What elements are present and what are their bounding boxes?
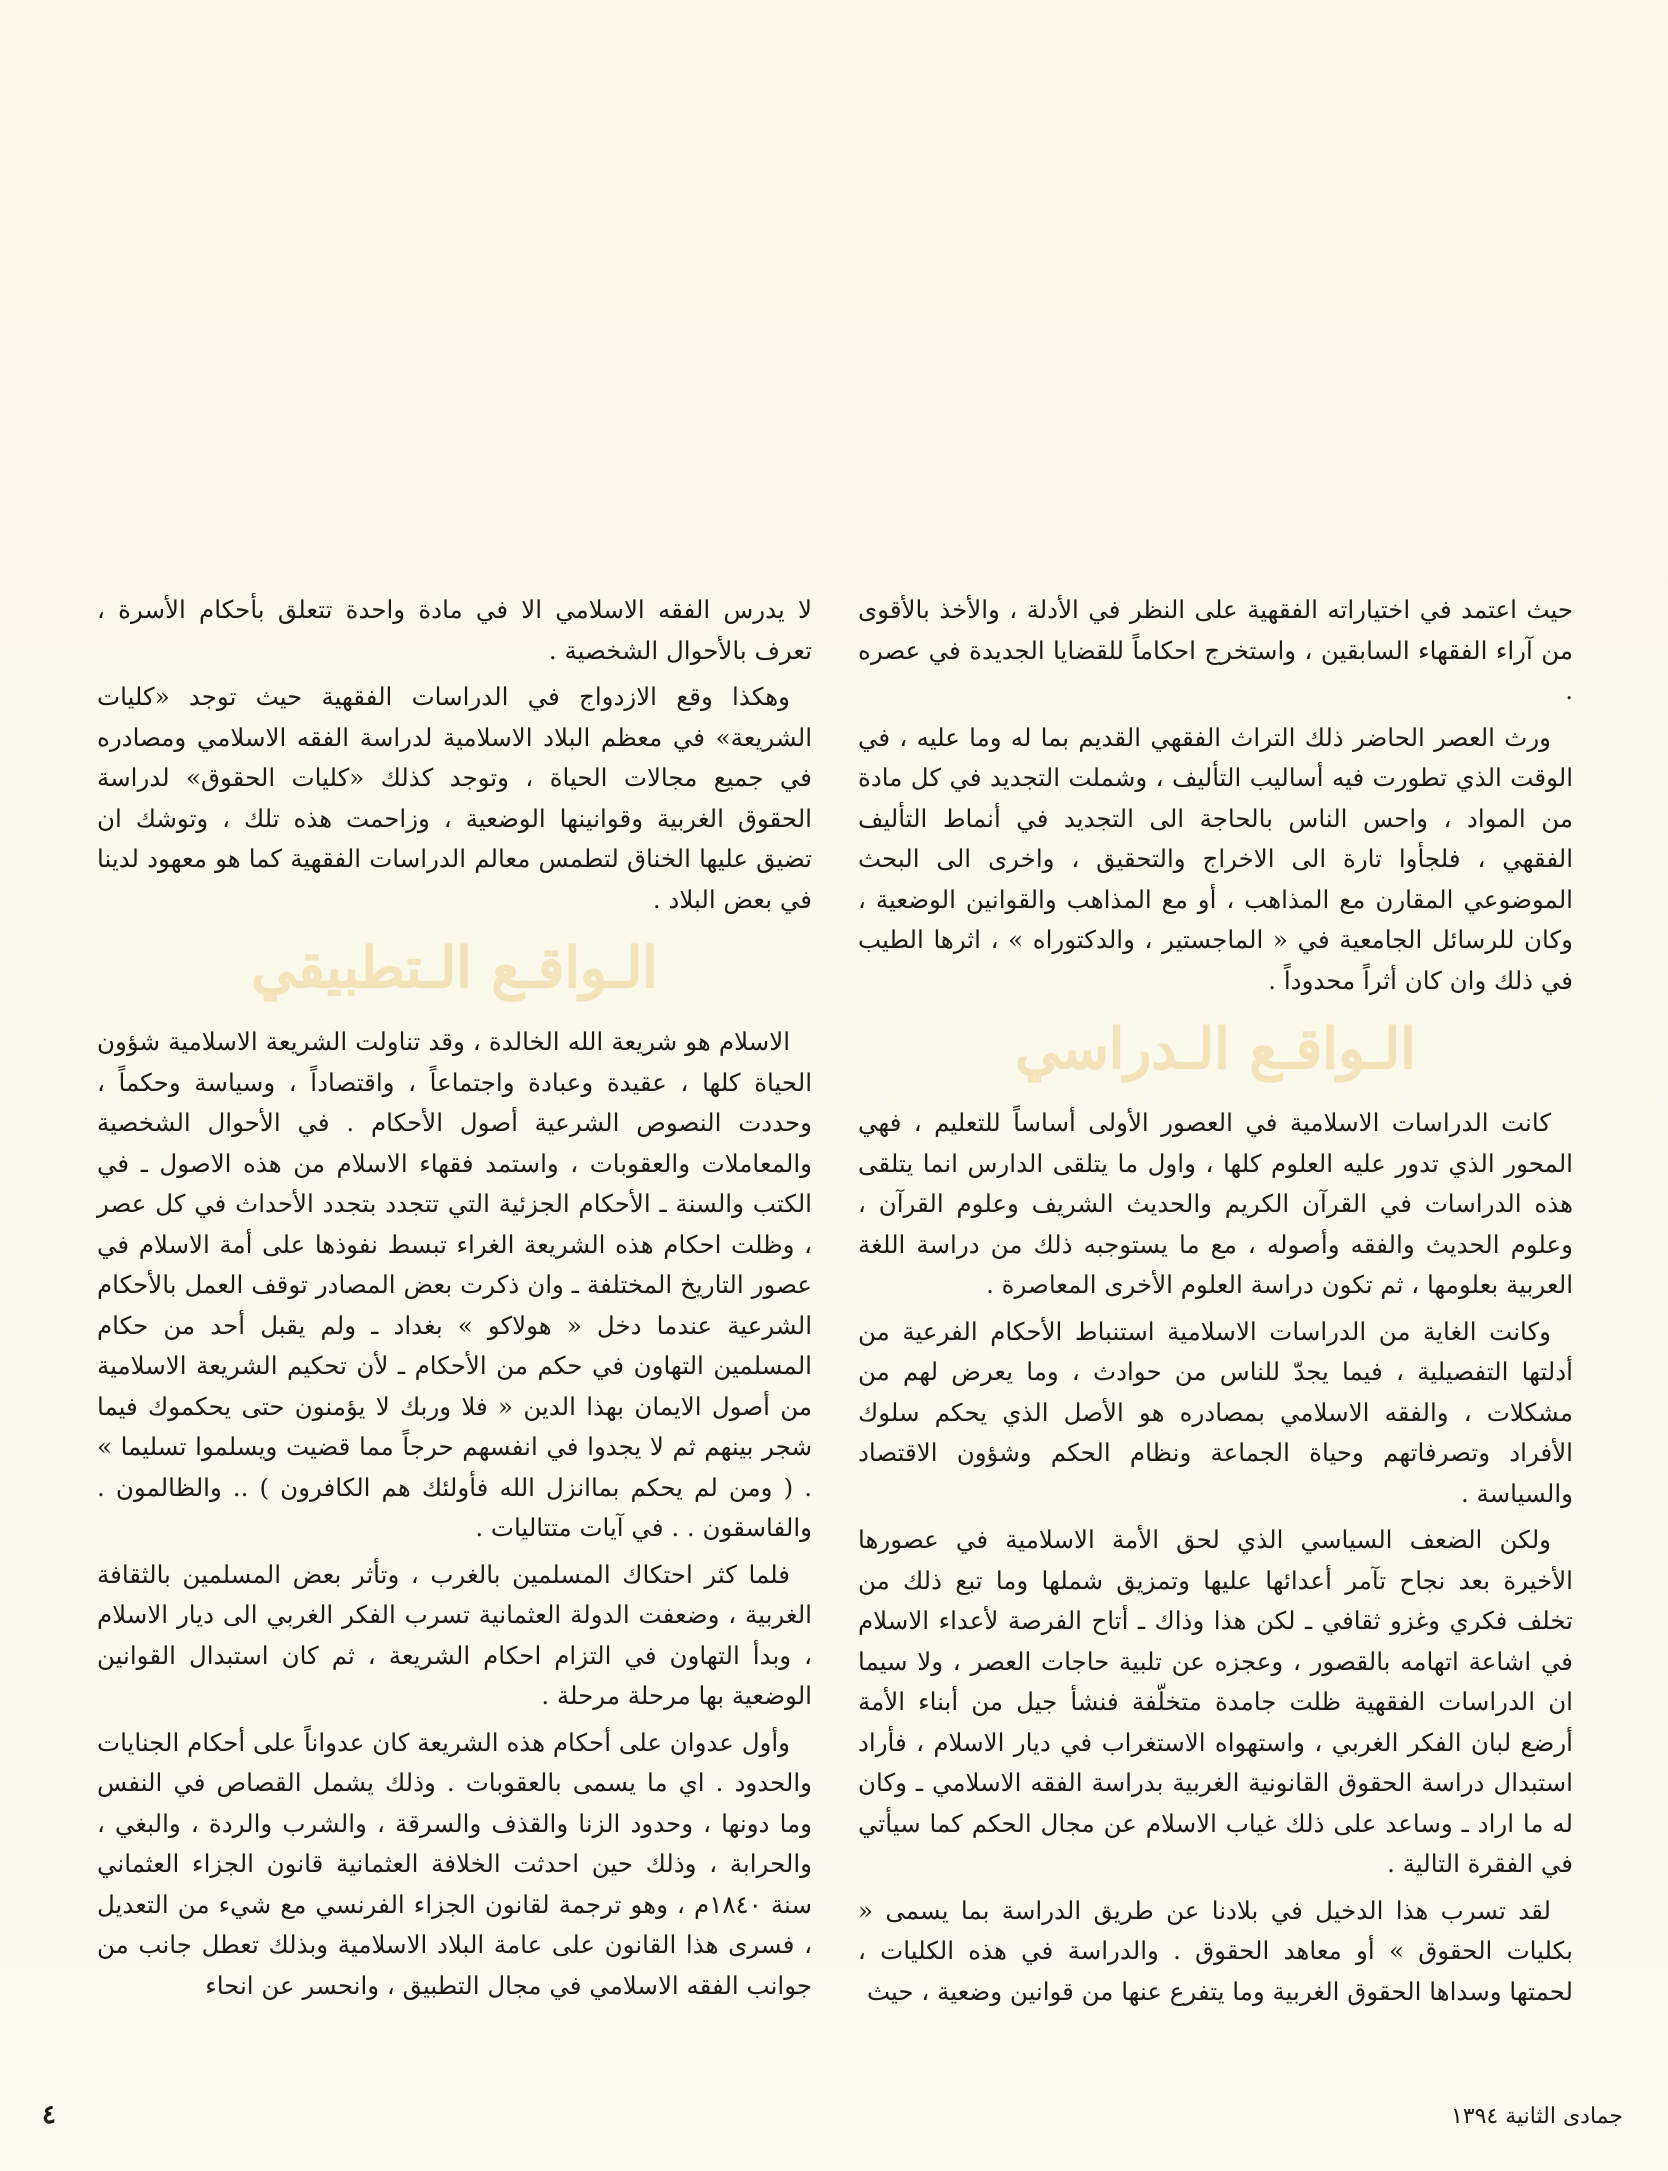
paragraph: لقد تسرب هذا الدخيل في بلادنا عن طريق الدراسة بما يسمى « بكليات الحقوق » أو معاهد الحقوق . والدراسة في هذه الكليات ، لحمتها وسداها الحقوق الغربية وما يتفرع عنها من قوانين وضعية ، حيث bbox=[858, 1895, 1573, 2006]
paragraph: وهكذا وقع الازدواج في الدراسات الفقهية حيث توجد «كليات الشريعة» في معظم البلاد الاسلامية لدراسة الفقه الاسلامي ومصادره في جميع مجالات الحياة ، وتوجد كذلك «كليات الحقوق» لدراسة الحقوق الغربية وقوانينها الوضعية ، وزاحمت هذه تلك ، وتوشك ان تضيق عليها الخناق لتطمس معالم الدراسات الفقهية كما هو معهود لدينا في بعض البلاد . bbox=[97, 682, 812, 914]
paragraph: كانت الدراسات الاسلامية في العصور الأولى أساساً للتعليم ، فهي المحور الذي تدور عليه العلوم كلها ، واول ما يتلقى الدارس انما يتلقى هذه الدراسات في القرآن الكريم والحديث الشريف وعلوم القرآن ، وعلوم الحديث والفقه وأصوله ، مع ما يستوجبه ذلك من دراسة اللغة العربية بعلومها ، ثم تكون دراسة العلوم الأخرى المعاصرة . bbox=[858, 1108, 1573, 1299]
page-number: ٤ bbox=[42, 2100, 56, 2130]
paragraph: الاسلام هو شريعة الله الخالدة ، وقد تناولت الشريعة الاسلامية شؤون الحياة كلها ، عقيدة وعبادة واجتماعاً ، واقتصاداً ، وسياسة وحكماً ، وحددت النصوص الشرعية أصول الأحكام . في الأحوال الشخصية والمعاملات والعقوبات ، واستمد فقهاء الاسلام من هذه الاصول ـ في الكتب والسنة ـ الأحكام الجزئية التي تتجدد بتجدد الأحداث في كل عصر ، وظلت احكام هذه الشريعة الغراء تبسط نفوذها على أمة الاسلام في عصور التاريخ المختلفة ـ وان ذكرت بعض المصادر توقف العمل بالأحكام الشرعية عندما دخل « هولاكو » بغداد ـ ولم يقبل أحد من حكام المسلمين التهاون في حكم من الأحكام ـ لأن تحكيم الشريعة الاسلامية من أصول الايمان بهذا الدين « فلا وربك لا يؤمنون حتى يحكموك فيما شجر بينهم ثم لا يجدوا في انفسهم حرجاً مما قضيت ويسلموا تسليما » . ( ومن لم يحكم بماانزل الله فأولئك هم الكافرون ) .. والظالمون . والفاسقون . . في آيات متتاليات . bbox=[97, 1027, 812, 1542]
paragraph: ولكن الضعف السياسي الذي لحق الأمة الاسلامية في عصورها الأخيرة بعد نجاح تآمر أعدائها عليها وتمزيق شملها وما تبع ذلك من تخلف فكري وغزو ثقافي ـ لكن هذا وذاك ـ أتاح الفرصة لأعداء الاسلام في اشاعة اتهامه بالقصور ، وعجزه عن تلبية حاجات العصر ، ولا سيما ان الدراسات الفقهية ظلت جامدة متخلّفة فنشأ جيل من أبناء الأمة أرضع لبان الفكر الغربي ، واستهواه الاستغراب في ديار الاسلام ، فأراد استبدال دراسة الحقوق القانونية الغربية بدراسة الفقه الاسلامي ـ وكان له ما اراد ـ وساعد على ذلك غياب الاسلام عن مجال الحكم كما سيأتي في الفقرة التالية . bbox=[858, 1525, 1573, 1878]
paragraph: حيث اعتمد في اختياراته الفقهية على النظر في الأدلة ، والأخذ بالأقوى من آراء الفقهاء السابقين ، واستخرج احكاماً للقضايا الجديدة في عصره . bbox=[858, 595, 1573, 705]
left-column bbox=[97, 590, 812, 2012]
paragraph: فلما كثر احتكاك المسلمين بالغرب ، وتأثر بعض المسلمين بالثقافة الغربية ، وضعفت الدولة العثمانية تسرب الفكر الغربي الى ديار الاسلام ، وبدأ التهاون في التزام احكام الشريعة ، ثم كان استبدال القوانين الوضعية بها مرحلة مرحلة . bbox=[97, 1559, 812, 1710]
section-heading-academic-reality: الـواقـع الـدراسي bbox=[1015, 1016, 1416, 1082]
paragraph: لا يدرس الفقه الاسلامي الا في مادة واحدة تتعلق بأحكام الأسرة ، تعرف بالأحوال الشخصية . bbox=[97, 595, 812, 665]
paragraph: وأول عدوان على أحكام هذه الشريعة كان عدواناً على أحكام الجنايات والحدود . اي ما يسمى بالعقوبات . وذلك يشمل القصاص في النفس وما دونها ، وحدود الزنا والقذف والسرقة ، والشرب والردة ، والبغي ، والحرابة ، وذلك حين احدثت الخلافة العثمانية قانون الجزاء العثماني سنة ١٨٤٠م ، وهو ترجمة لقانون الجزاء الفرنسي مع شيء من التعديل ، فسرى هذا القانون على عامة البلاد الاسلامية وبذلك تعطل جانب من جوانب الفقه الاسلامي في مجال التطبيق ، وانحسر عن انحاء bbox=[97, 1727, 812, 2000]
section-heading-applied-reality: الـواقـع الـتطبيقي bbox=[251, 935, 658, 1001]
paragraph: وكانت الغاية من الدراسات الاسلامية استنباط الأحكام الفرعية من أدلتها التفصيلية ، فيما يجدّ للناس من حوادث ، وما يعرض لهم من مشكلات ، والفقه الاسلامي بمصادره هو الأصل الذي يحكم سلوك الأفراد وتصرفاتهم وحياة الجماعة ونظام الحكم وشؤون الاقتصاد والسياسة . bbox=[858, 1316, 1573, 1508]
issue-date: جمادى الثانية ١٣٩٤ bbox=[1450, 2104, 1623, 2129]
paragraph: ورث العصر الحاضر ذلك التراث الفقهي القديم بما له وما عليه ، في الوقت الذي تطورت فيه أساليب التأليف ، وشملت التجديد في كل مادة من المواد ، واحس الناس بالحاجة الى التجديد في أنماط التأليف الفقهي ، فلجأوا تارة الى الاخراج والتحقيق ، واخرى الى البحث الموضوعي المقارن مع المذاهب ، أو مع المذاهب والقوانين الوضعية ، وكان للرسائل الجامعية في « الماجستير ، والدكتوراه » ، اثرها الطيب في ذلك وان كان أثراً محدوداً . bbox=[858, 722, 1573, 995]
right-column bbox=[858, 590, 1573, 2018]
